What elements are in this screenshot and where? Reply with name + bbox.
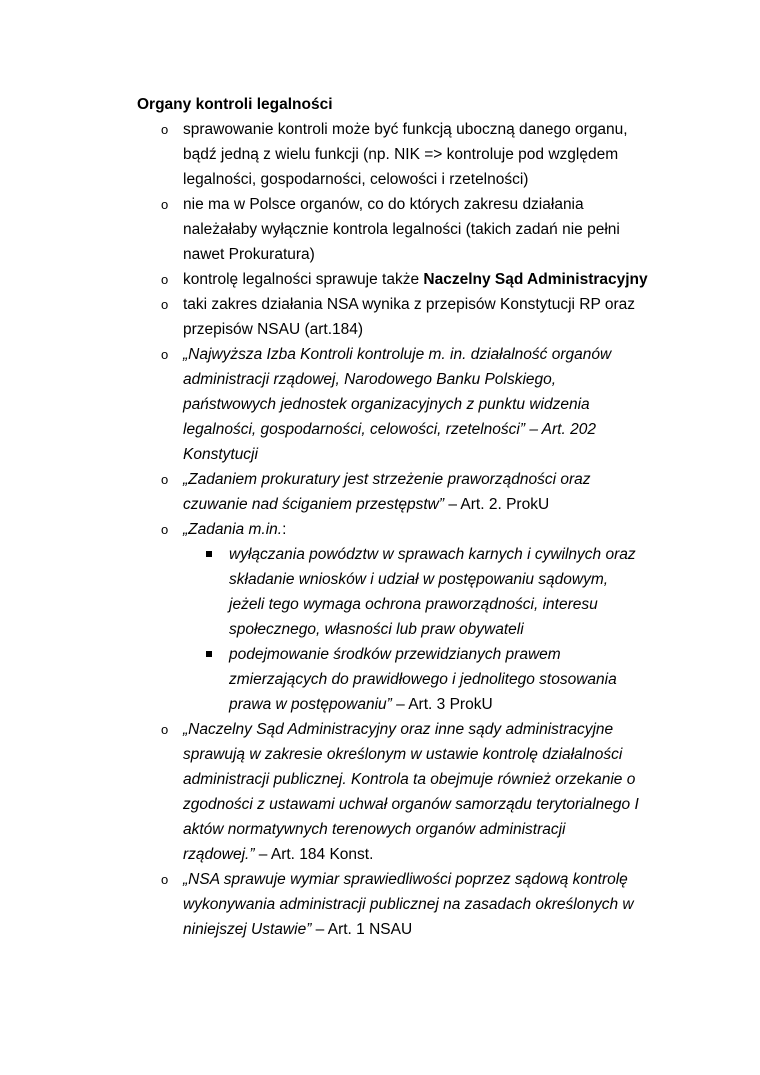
text-line	[183, 917, 690, 942]
quote-line: legalności, gospodarności, celowości, rzetelności” – Art. 202	[183, 421, 596, 438]
circle-bullet-icon: o	[161, 872, 169, 887]
square-bullet-icon	[206, 551, 212, 557]
quote-line: wykonywania administracji publicznej na zasadach określonych w	[183, 896, 634, 913]
circle-bullet-icon: o	[161, 472, 169, 487]
text-line: legalności, gospodarności, celowości i rzetelności)	[183, 171, 529, 188]
quote-text: czuwanie nad ściganiem przestępstw”	[183, 496, 445, 513]
quote-line: składanie wniosków i udział w postępowaniu sądowym,	[229, 571, 609, 588]
quote-line: jeżeli tego wymaga ochrona praworządności, interesu	[229, 596, 598, 613]
quote-line: aktów normatywnych terenowych organów administracji	[183, 821, 566, 838]
text-line	[183, 492, 690, 517]
list-item	[0, 267, 760, 292]
sub-list-item	[0, 642, 690, 717]
list-item	[0, 717, 760, 867]
circle-bullet-icon: o	[161, 197, 169, 212]
quote-line: administracji publicznej. Kontrola ta obejmuje również orzekanie o	[183, 771, 636, 788]
circle-bullet-icon: o	[161, 297, 169, 312]
list-item	[0, 117, 760, 192]
quote-line: sprawują w zakresie określonym w ustawie kontrolę działalności	[183, 746, 623, 763]
circle-bullet-icon: o	[161, 122, 169, 137]
text-line: przepisów NSAU (art.184)	[183, 321, 364, 338]
circle-bullet-icon: o	[161, 347, 169, 362]
text-line: taki zakres działania NSA wynika z przepisów Konstytucji RP oraz	[183, 296, 635, 313]
quote-line: państwowych jednostek organizacyjnych z punktu widzenia	[183, 396, 590, 413]
text-line: bądź jedną z wielu funkcji (np. NIK => kontroluje pod względem	[183, 146, 619, 163]
quote-line: „Naczelny Sąd Administracyjny oraz inne sądy administracyjne	[183, 721, 614, 738]
quote-text: prawa w postępowaniu”	[229, 696, 392, 713]
text-line	[229, 692, 690, 717]
text-line	[183, 517, 690, 542]
citation: – Art. 3 ProkU	[391, 696, 493, 713]
list-item	[0, 342, 760, 467]
square-bullet-icon	[206, 651, 212, 657]
text-line: sprawowanie kontroli może być funkcją uboczną danego organu,	[183, 121, 628, 138]
quote-line: wyłączania powództw w sprawach karnych i cywilnych oraz	[229, 546, 636, 563]
citation: – Art. 184 Konst.	[254, 846, 374, 863]
quote-text: rządowej.”	[183, 846, 255, 863]
list-item	[0, 192, 760, 267]
circle-bullet-icon: o	[161, 522, 169, 537]
quote-line: „Najwyższa Izba Kontroli kontroluje m. in. działalność organów	[183, 346, 612, 363]
quote-line: Konstytucji	[183, 446, 258, 463]
quote-line: zgodności z ustawami uchwał organów samorządu terytorialnego I	[183, 796, 639, 813]
quote-line: podejmowanie środków przewidzianych prawem	[229, 646, 561, 663]
text-line: należałaby wyłącznie kontrola legalności (takich zadań nie pełni	[183, 221, 620, 238]
plain-text: kontrolę legalności sprawuje także	[183, 271, 424, 288]
section-heading: Organy kontroli legalności	[137, 96, 333, 113]
sub-list-item	[0, 542, 690, 642]
citation: – Art. 2. ProkU	[444, 496, 550, 513]
bullet-list	[0, 117, 760, 942]
plain-text: :	[282, 521, 287, 538]
quote-line: administracji rządowej, Narodowego Banku Polskiego,	[183, 371, 557, 388]
quote-text: niniejszej Ustawie”	[183, 921, 312, 938]
quote-line: „NSA sprawuje wymiar sprawiedliwości poprzez sądową kontrolę	[183, 871, 628, 888]
circle-bullet-icon: o	[161, 272, 169, 287]
text-line: nie ma w Polsce organów, co do których zakresu działania	[183, 196, 584, 213]
citation: – Art. 1 NSAU	[311, 921, 413, 938]
circle-bullet-icon: o	[161, 722, 169, 737]
sub-bullet-list	[183, 542, 690, 717]
text-line	[183, 267, 690, 292]
text-line	[183, 842, 690, 867]
list-item	[0, 292, 760, 342]
quote-line: „Zadaniem prokuratury jest strzeżenie praworządności oraz	[183, 471, 591, 488]
text-line: nawet Prokuratura)	[183, 246, 315, 263]
list-item	[0, 867, 760, 942]
quote-line: społecznego, własności lub praw obywateli	[229, 621, 524, 638]
quote-text: „Zadania m.in.	[183, 521, 283, 538]
quote-line: zmierzających do prawidłowego i jednolitego stosowania	[229, 671, 617, 688]
list-item	[0, 517, 760, 717]
bold-term: Naczelny Sąd Administracyjny	[423, 271, 648, 288]
list-item	[0, 467, 760, 517]
